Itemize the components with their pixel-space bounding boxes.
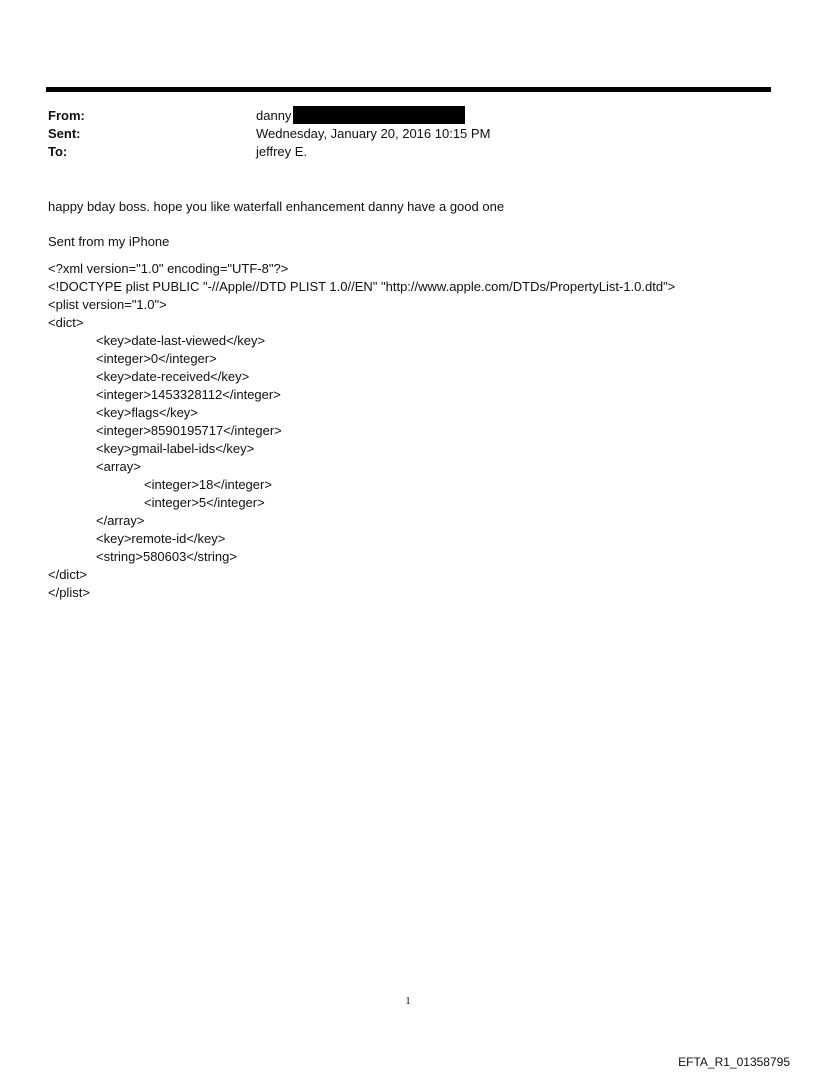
xml-line: <integer>0</integer> xyxy=(96,351,217,366)
message-body: happy bday boss. hope you like waterfall enhancement danny have a good one xyxy=(48,199,505,214)
xml-line: <!DOCTYPE plist PUBLIC "-//Apple//DTD PLIST 1.0//EN" "http://www.apple.com/DTDs/PropertyList-1.0.dtd"> xyxy=(48,279,676,294)
signature-line: Sent from my iPhone xyxy=(48,234,170,249)
sent-label: Sent: xyxy=(48,126,81,141)
xml-line: <?xml version="1.0" encoding="UTF-8"?> xyxy=(48,261,289,276)
xml-line: <array> xyxy=(96,459,141,474)
xml-line: <string>580603</string> xyxy=(96,549,237,564)
xml-line: <key>remote-id</key> xyxy=(96,531,226,546)
from-name: danny xyxy=(256,108,292,123)
xml-line: <plist version="1.0"> xyxy=(48,297,167,312)
from-label: From: xyxy=(48,108,85,123)
from-value xyxy=(256,107,465,126)
xml-line: <integer>18</integer> xyxy=(144,477,272,492)
page-number: 1 xyxy=(405,995,411,1007)
sent-value: Wednesday, January 20, 2016 10:15 PM xyxy=(256,126,491,141)
xml-line: <key>gmail-label-ids</key> xyxy=(96,441,255,456)
to-label: To: xyxy=(48,144,68,159)
redaction-box xyxy=(293,106,465,124)
xml-line: <key>flags</key> xyxy=(96,405,198,420)
header-rule xyxy=(46,87,771,92)
bates-number: EFTA_R1_01358795 xyxy=(678,1055,790,1069)
xml-line: <dict> xyxy=(48,315,84,330)
xml-line: <integer>1453328112</integer> xyxy=(96,387,281,402)
xml-line: <key>date-last-viewed</key> xyxy=(96,333,266,348)
xml-line: <integer>5</integer> xyxy=(144,495,265,510)
xml-line: </array> xyxy=(96,513,145,528)
xml-line: <key>date-received</key> xyxy=(96,369,250,384)
xml-line: <integer>8590195717</integer> xyxy=(96,423,282,438)
xml-line: </dict> xyxy=(48,567,88,582)
to-value: jeffrey E. xyxy=(256,144,308,159)
xml-line: </plist> xyxy=(48,585,90,600)
plist-xml-block xyxy=(48,260,675,602)
